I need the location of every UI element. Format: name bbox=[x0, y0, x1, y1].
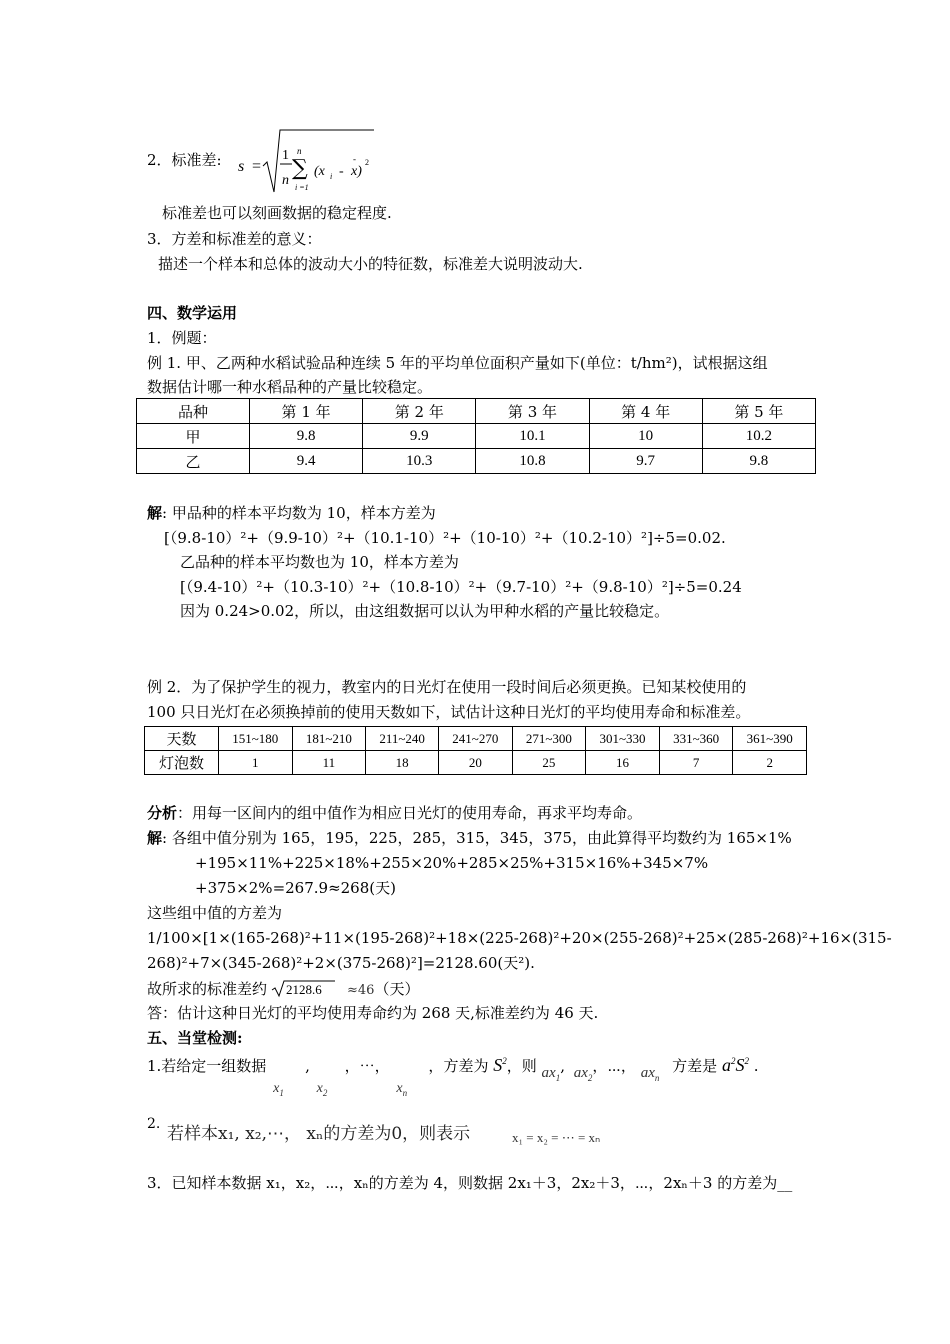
formula-i1: i =1 bbox=[295, 183, 309, 192]
table-cell: 331~360 bbox=[659, 727, 733, 751]
table-cell: 天数 bbox=[145, 727, 219, 751]
table-cell: 241~270 bbox=[439, 727, 513, 751]
table-cell: 10 bbox=[589, 424, 702, 449]
axn-symbol: $ax_n$ bbox=[640, 1065, 660, 1083]
solution-label: 解 bbox=[147, 504, 163, 522]
stddev-note: 标准差也可以刻画数据的稳定程度. bbox=[162, 204, 392, 222]
solution1-line1: 解: 甲品种的样本平均数为 10，样本方差为 bbox=[147, 504, 436, 522]
sigma-icon: ∑ bbox=[292, 156, 308, 181]
formula-xbar: x) bbox=[351, 164, 362, 179]
table-cell: 301~330 bbox=[586, 727, 660, 751]
table-cell: 10.3 bbox=[363, 449, 476, 474]
formula-xi: (x bbox=[314, 164, 325, 179]
table-row bbox=[145, 727, 807, 751]
table-cell: 11 bbox=[292, 751, 366, 775]
example2-line2: 100 只日光灯在必须换掉前的使用天数如下，试估计这种日光灯的平均使用寿命和标准差。 bbox=[147, 703, 751, 721]
table-cell: 361~390 bbox=[733, 727, 807, 751]
solution-label: 解 bbox=[147, 829, 163, 847]
formula-n: n bbox=[282, 173, 289, 188]
ax1-symbol: $ax_1$ bbox=[541, 1065, 561, 1083]
formula-bar: - bbox=[353, 154, 356, 164]
table-cell: 10.1 bbox=[476, 424, 589, 449]
table-cell: 乙 bbox=[137, 449, 250, 474]
solution2-line5: 1/100×[1×(165-268)²+11×(195-268)²+18×(225-268)²+20×(255-268)²+25×(285-268)²+16×(315- bbox=[147, 929, 892, 947]
examples-label: 1．例题： bbox=[147, 329, 217, 347]
stddev-formula bbox=[232, 126, 382, 198]
table-cell: 10.2 bbox=[702, 424, 815, 449]
question2-number: 2. bbox=[147, 1116, 161, 1132]
solution2-line3: +375×2%=267.9≈268(天) bbox=[195, 879, 396, 897]
question1: 1.若给定一组数据 $x_1$ , $x_2$ ，⋯， $x_n$ ，方差为 $S^2$，则 $ax_1$, $ax_2$，⋯， $ax_n$ 方差是 $a^2S^2$ . bbox=[147, 1055, 759, 1098]
table-row bbox=[145, 751, 807, 775]
table-cell: 7 bbox=[659, 751, 733, 775]
table-cell: 10.8 bbox=[476, 449, 589, 474]
example1-line1: 例 1. 甲、乙两种水稻试验品种连续 5 年的平均单位面积产量如下(单位：t/hm²)，试根据这组 bbox=[147, 354, 768, 372]
table-cell: 9.8 bbox=[702, 449, 815, 474]
formula-minus: - bbox=[339, 164, 344, 179]
table-header-row bbox=[137, 399, 816, 424]
formula-one: 1 bbox=[282, 148, 289, 163]
question2-text: 若样本x₁, x₂,⋯， xₙ的方差为0，则表示 bbox=[167, 1124, 471, 1144]
table-cell: 第 3 年 bbox=[476, 399, 589, 424]
solution2-line7: 故所求的标准差约 2128.6 ≈46（天） bbox=[147, 980, 420, 998]
svg-text:2128.6: 2128.6 bbox=[286, 982, 322, 997]
table-cell: 第 2 年 bbox=[363, 399, 476, 424]
sqrt-sign bbox=[263, 130, 374, 192]
answer-line: 答：估计这种日光灯的平均使用寿命约为 268 天,标准差约为 46 天. bbox=[147, 1004, 599, 1022]
solution1-line2: [（9.8-10）²+（9.9-10）²+（10.1-10）²+（10-10）²+（10.2-10）²]÷5=0.02. bbox=[164, 529, 726, 547]
formula-s: s bbox=[238, 158, 245, 175]
example1-line2: 数据估计哪一种水稻品种的产量比较稳定。 bbox=[147, 378, 433, 396]
table-cell: 151~180 bbox=[219, 727, 293, 751]
section4-title: 四、数学运用 bbox=[147, 304, 238, 322]
example2-line1: 例 2．为了保护学生的视力，教室内的日光灯在使用一段时间后必须更换。已知某校使用的 bbox=[147, 678, 747, 696]
table-cell: 1 bbox=[219, 751, 293, 775]
solution1-line3: 乙品种的样本平均数也为 10，样本方差为 bbox=[180, 553, 459, 571]
table-cell: 25 bbox=[512, 751, 586, 775]
table-cell: 18 bbox=[366, 751, 439, 775]
formula-isub: i bbox=[330, 172, 333, 181]
table-cell: 第 4 年 bbox=[589, 399, 702, 424]
table-cell: 灯泡数 bbox=[145, 751, 219, 775]
solution2-line6: 268)²+7×(345-268)²+2×(375-268)²]=2128.60(天²). bbox=[147, 954, 535, 972]
a2s2-symbol: $a^2S^2$ bbox=[721, 1055, 749, 1075]
table-cell: 9.7 bbox=[589, 449, 702, 474]
table-cell: 20 bbox=[439, 751, 513, 775]
solution2-line1: 解: 各组中值分别为 165，195，225，285，315，345，375，由此算得平均数约为 165×1% bbox=[147, 829, 792, 847]
table-cell: 第 5 年 bbox=[702, 399, 815, 424]
table-cell: 211~240 bbox=[366, 727, 439, 751]
solution2-line2: +195×11%+225×18%+255×20%+285×25%+315×16%+345×7% bbox=[195, 854, 709, 872]
table-row bbox=[137, 449, 816, 474]
table-cell: 181~210 bbox=[292, 727, 366, 751]
ax2-symbol: $ax_2$ bbox=[573, 1065, 593, 1083]
table-cell: 271~300 bbox=[512, 727, 586, 751]
solution1-line5: 因为 0.24>0.02，所以，由这组数据可以认为甲种水稻的产量比较稳定。 bbox=[180, 602, 670, 620]
solution1-line4: [（9.4-10）²+（10.3-10）²+（10.8-10）²+（9.7-10）²+（9.8-10）²]÷5=0.24 bbox=[180, 578, 742, 596]
question3: 3．已知样本数据 x₁，x₂，⋯，xₙ的方差为 4，则数据 2x₁＋3，2x₂＋3，⋯，2xₙ＋3 的方差为__ bbox=[147, 1174, 793, 1192]
table-cell: 9.8 bbox=[250, 424, 363, 449]
formula-sq: 2 bbox=[365, 158, 369, 167]
s2-symbol: $S^2$ bbox=[493, 1055, 507, 1075]
rice-yield-table bbox=[136, 398, 816, 474]
sqrt-2128-icon bbox=[271, 978, 347, 998]
solution2-line4: 这些组中值的方差为 bbox=[147, 904, 283, 922]
meaning-label: 3．方差和标准差的意义： bbox=[147, 230, 322, 248]
analysis-label: 分析 bbox=[147, 804, 178, 822]
table-row bbox=[137, 424, 816, 449]
analysis-line: 分析：用每一区间内的组中值作为相应日光灯的使用寿命，再求平均寿命。 bbox=[147, 804, 643, 822]
table-cell: 9.4 bbox=[250, 449, 363, 474]
table-cell: 2 bbox=[733, 751, 807, 775]
meaning-text: 描述一个样本和总体的波动大小的特征数，标准差大说明波动大. bbox=[158, 255, 583, 273]
stddev-label: 2．标准差: bbox=[147, 151, 222, 169]
formula-eq: = bbox=[252, 158, 262, 175]
formula-ntop: n bbox=[297, 146, 302, 156]
question2-result: x₁ = x₂ = ⋯ = xₙ bbox=[512, 1130, 601, 1145]
table-cell: 甲 bbox=[137, 424, 250, 449]
table-cell: 品种 bbox=[137, 399, 250, 424]
section5-title: 五、当堂检测: bbox=[147, 1029, 243, 1047]
table-cell: 9.9 bbox=[363, 424, 476, 449]
table-cell: 第 1 年 bbox=[250, 399, 363, 424]
table-cell: 16 bbox=[586, 751, 660, 775]
lamp-days-table bbox=[144, 726, 807, 775]
